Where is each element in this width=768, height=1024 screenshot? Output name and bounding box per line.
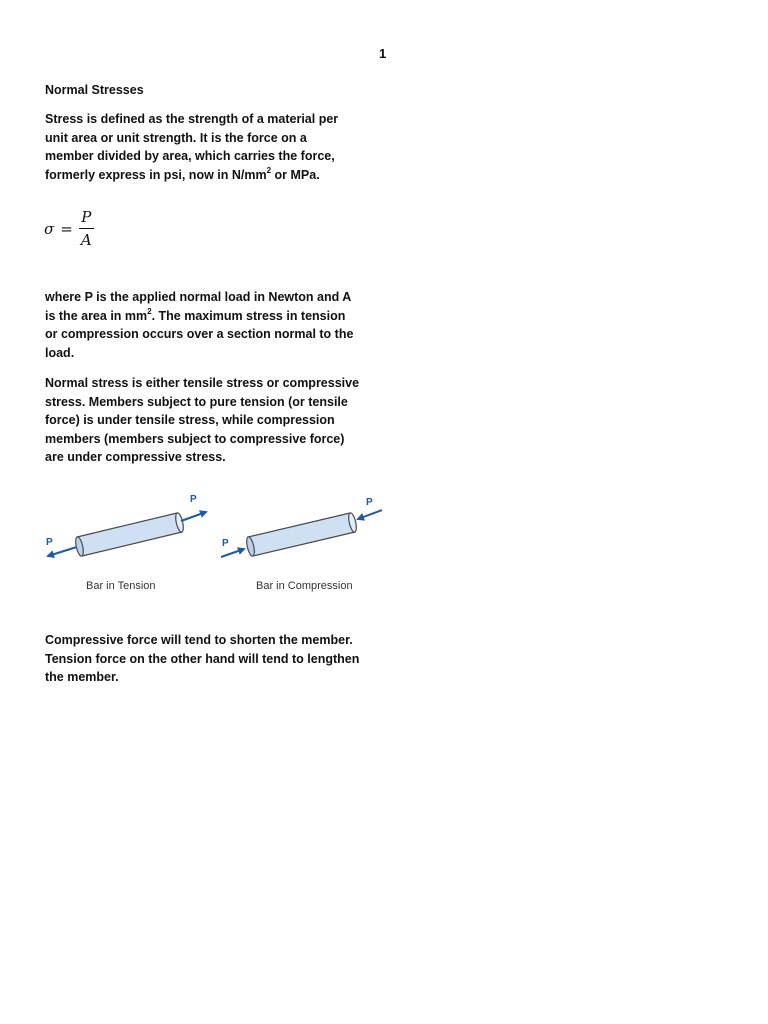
tension-bar-body <box>77 513 182 556</box>
compression-bar-body <box>248 513 355 556</box>
fraction-bar <box>79 228 94 229</box>
tension-load-label-right: P <box>190 494 197 505</box>
tension-bar-diagram <box>46 494 206 592</box>
formula-numerator: P <box>81 208 92 226</box>
bar-loading-figure <box>40 486 390 601</box>
compression-left-arrow <box>221 549 244 557</box>
paragraph-conclusion: Compressive force will tend to shorten the member. Tension force on the other hand will tend to lengthen the member. <box>45 633 360 684</box>
tension-caption: Bar in Tension <box>86 580 156 592</box>
tension-left-arrow <box>48 546 80 556</box>
paragraph-text-end: or MPa. <box>271 167 320 182</box>
formula-sigma: σ <box>44 219 55 238</box>
tension-right-arrow <box>181 512 206 521</box>
stress-formula <box>44 208 94 249</box>
compression-caption: Bar in Compression <box>256 580 353 592</box>
paragraph-text: where P is the applied normal load in Newton and A is the area in mm <box>45 290 351 323</box>
compression-load-label-right: P <box>366 497 373 508</box>
formula-denominator: A <box>80 231 92 249</box>
compression-load-label-left: P <box>222 538 229 549</box>
paragraph-text-end: . The maximum stress in tension or compression occurs over a section normal to the load. <box>45 308 354 360</box>
paragraph-text: Stress is defined as the strength of a material per unit area or unit strength. It is the force on a member divided by area, which carries the force, formerly express in psi, now in N/mm <box>45 112 339 182</box>
superscript: 2 <box>266 165 272 175</box>
tension-load-label-left: P <box>46 537 53 548</box>
compression-bar-diagram <box>221 497 382 592</box>
page-number: 1 <box>379 46 387 61</box>
formula-fraction <box>79 208 94 249</box>
formula-equals: = <box>60 219 73 238</box>
paragraph-tension-compression: Normal stress is either tensile stress or compressive stress. Members subject to pure tension (or tensile force) is under tensile stress, while compression members (members subject to compressive force) are under compressive stress. <box>45 376 360 464</box>
superscript: 2 <box>147 306 152 316</box>
paragraph-formula-explanation <box>45 288 360 362</box>
compression-right-arrow <box>358 510 382 519</box>
paragraph-stress-definition <box>45 110 355 184</box>
section-title: Normal Stresses <box>45 83 144 97</box>
